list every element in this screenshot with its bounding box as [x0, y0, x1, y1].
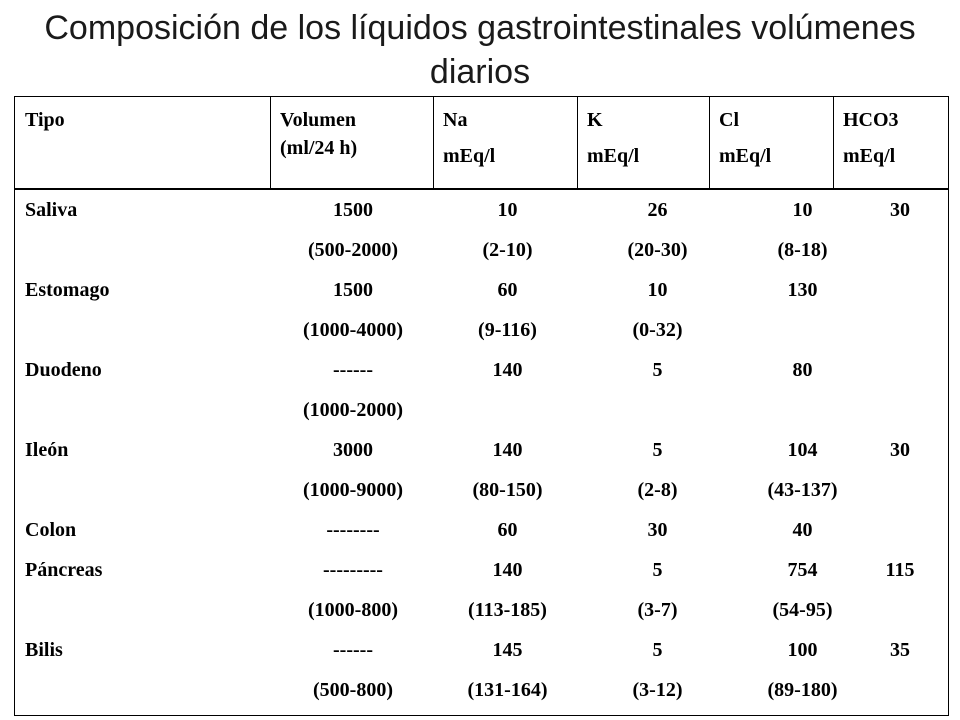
table-row [15, 510, 948, 550]
cell-volumen: (1000-9000) [303, 479, 403, 501]
cell-hco3: 35 [890, 639, 910, 661]
table-row [15, 270, 948, 310]
table-row [15, 470, 948, 510]
cell-tipo: Páncreas [25, 559, 103, 581]
cell-volumen: ------ [333, 639, 373, 661]
cell-na: (113-185) [468, 599, 547, 621]
cell-na: 140 [492, 359, 523, 381]
cell-k: (0-32) [632, 319, 683, 341]
cell-na: (9-116) [478, 319, 537, 341]
composition-table [14, 96, 949, 716]
header-k-unit: mEq/l [587, 145, 640, 167]
table-row [15, 190, 948, 230]
cell-hco3: 30 [890, 199, 910, 221]
cell-k: (2-8) [637, 479, 678, 501]
cell-volumen: -------- [326, 519, 380, 541]
table-row [15, 310, 948, 350]
cell-cl: 80 [792, 359, 813, 381]
header-tipo [15, 97, 270, 188]
cell-volumen: ------ [333, 359, 373, 381]
cell-tipo: Duodeno [25, 359, 102, 381]
header-na [433, 97, 577, 188]
cell-na: 60 [497, 519, 518, 541]
cell-k: 30 [647, 519, 668, 541]
header-cl-label: Cl [719, 109, 739, 131]
header-na-label: Na [443, 109, 468, 131]
cell-na: 140 [492, 439, 523, 461]
table-row [15, 350, 948, 390]
cell-cl: 40 [792, 519, 813, 541]
cell-cl: (54-95) [772, 599, 833, 621]
header-hco3-label: HCO3 [843, 109, 899, 131]
header-volumen-unit: (ml/24 h) [280, 137, 358, 159]
cell-cl: 130 [787, 279, 818, 301]
cell-na: 10 [497, 199, 518, 221]
table-header-row [15, 97, 948, 190]
cell-volumen: (500-800) [313, 679, 393, 701]
cell-k: 5 [652, 639, 663, 661]
cell-tipo: Bilis [25, 639, 63, 661]
cell-tipo: Saliva [25, 199, 78, 221]
header-cl [709, 97, 833, 188]
cell-volumen: (1000-2000) [303, 399, 403, 421]
cell-na: 145 [492, 639, 523, 661]
table-row [15, 590, 948, 630]
cell-volumen: 1500 [333, 279, 373, 301]
cell-hco3: 115 [885, 559, 915, 581]
header-volumen-label: Volumen [280, 109, 356, 131]
header-k-label: K [587, 109, 603, 131]
cell-k: 5 [652, 439, 663, 461]
cell-hco3: 30 [890, 439, 910, 461]
header-hco3-unit: mEq/l [843, 145, 896, 167]
table-row [15, 670, 948, 710]
cell-k: 10 [647, 279, 668, 301]
cell-volumen: (500-2000) [308, 239, 398, 261]
cell-k: (3-12) [632, 679, 683, 701]
cell-cl: (8-18) [777, 239, 828, 261]
cell-k: 5 [652, 359, 663, 381]
header-cl-unit: mEq/l [719, 145, 772, 167]
cell-tipo: Estomago [25, 279, 110, 301]
slide-title-line-2: diarios [429, 53, 531, 91]
header-k [577, 97, 709, 188]
header-hco3 [833, 97, 948, 188]
cell-cl: (89-180) [767, 679, 838, 701]
cell-cl: 104 [787, 439, 818, 461]
cell-na: (131-164) [467, 679, 548, 701]
slide-title [0, 6, 960, 94]
slide-title-line-1: Composición de los líquidos gastrointestinales volúmenes [44, 9, 916, 47]
cell-tipo: Ileón [25, 439, 69, 461]
cell-cl: 754 [787, 559, 818, 581]
cell-volumen: 3000 [333, 439, 373, 461]
cell-cl: 100 [787, 639, 818, 661]
header-na-unit: mEq/l [443, 145, 496, 167]
cell-na: 140 [492, 559, 523, 581]
table-row [15, 430, 948, 470]
cell-cl: 10 [792, 199, 813, 221]
table-row [15, 390, 948, 430]
cell-tipo: Colon [25, 519, 77, 541]
table-row [15, 230, 948, 270]
cell-cl: (43-137) [767, 479, 838, 501]
cell-volumen: (1000-800) [308, 599, 398, 621]
cell-volumen: 1500 [333, 199, 373, 221]
header-tipo-label: Tipo [25, 109, 65, 131]
cell-k: (20-30) [627, 239, 688, 261]
header-volumen [270, 97, 433, 188]
table-row [15, 630, 948, 670]
cell-k: (3-7) [637, 599, 678, 621]
cell-na: 60 [497, 279, 518, 301]
table-row [15, 550, 948, 590]
cell-volumen: (1000-4000) [303, 319, 403, 341]
cell-na: (80-150) [472, 479, 543, 501]
cell-k: 5 [652, 559, 663, 581]
cell-volumen: --------- [323, 559, 383, 581]
cell-na: (2-10) [482, 239, 533, 261]
cell-k: 26 [647, 199, 668, 221]
